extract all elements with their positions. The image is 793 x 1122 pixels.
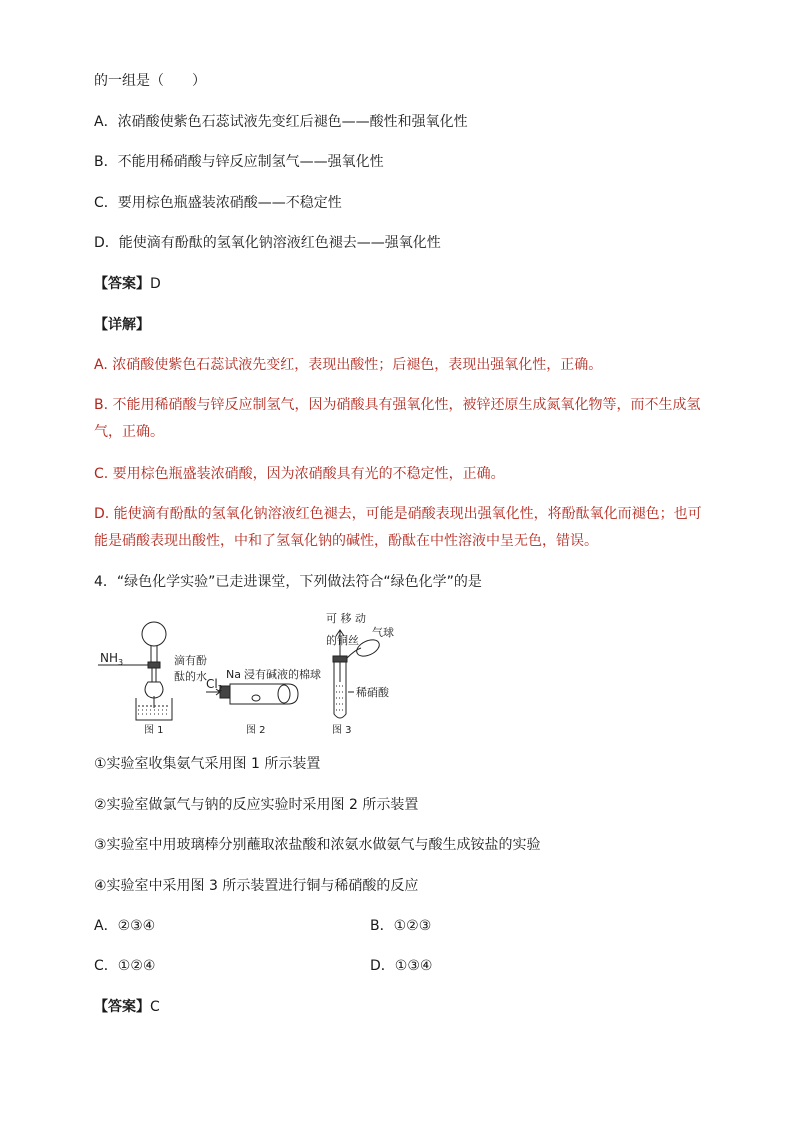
sodium-piece-icon: [252, 695, 260, 701]
q3-option-c: [94, 196, 733, 210]
option-text: ①②③: [393, 918, 432, 934]
option-text: 不能用稀硝酸与锌反应制氢气——强氧化性: [117, 154, 384, 170]
q3-option-d: [94, 236, 733, 250]
fig3-top-line1: 可 移 动: [326, 612, 366, 625]
fig1-label-line1: 滴有酚: [174, 654, 207, 667]
q3-explanation-b: B. 不能用稀硝酸与锌反应制氢气，因为硝酸具有强氧化性，被锌还原生成氮氧化物等，而不生成氢气，正确。: [94, 397, 701, 440]
fig3-caption: 图 3: [332, 725, 352, 736]
fig1-caption: 图 1: [144, 725, 164, 736]
q3-answer: [94, 277, 733, 291]
q4-apparatus-figure: [96, 612, 426, 736]
q3-option-a: [94, 115, 733, 129]
option-key: B．: [94, 154, 118, 170]
option-text: 要用棕色瓶盛装浓硝酸——不稳定性: [117, 195, 342, 211]
option-key: D．: [94, 235, 119, 251]
fig3-balloon-label: 气球: [372, 626, 394, 639]
q3-explanation-c: C. 要用棕色瓶盛装浓硝酸，因为浓硝酸具有光的不稳定性，正确。: [94, 466, 505, 482]
answer-label: 【答案】: [94, 999, 150, 1015]
option-text: ①②④: [117, 958, 156, 974]
fig2-caption: 图 2: [246, 725, 266, 736]
q4-option-b: [370, 919, 431, 933]
option-text: ①③④: [394, 958, 433, 974]
stopper-icon: [333, 656, 347, 662]
q4-stem: 4．“绿色化学实验”已走进课堂，下列做法符合“绿色化学”的是: [94, 574, 482, 590]
fig3-acid-label: 稀硝酸: [356, 686, 389, 699]
option-key: B．: [370, 918, 394, 934]
fig2-cotton-label: 浸有碱液的棉球: [244, 668, 321, 681]
stopper-icon: [148, 662, 160, 668]
q4-option-c: [94, 959, 155, 973]
answer-value: C: [150, 999, 160, 1015]
flask-icon: [142, 622, 166, 646]
bulb-icon: [145, 682, 163, 698]
option-key: C．: [94, 195, 118, 211]
q4-answer: [94, 1000, 733, 1014]
q4-statement-4: ④实验室中采用图 3 所示装置进行铜与稀硝酸的反应: [94, 878, 419, 894]
option-key: A．: [94, 114, 118, 130]
q4-statement-3: ③实验室中用玻璃棒分别蘸取浓盐酸和浓氨水做氨气与酸生成铵盐的实验: [94, 837, 541, 853]
q3-stem-end: 的一组是（ ）: [94, 73, 206, 89]
q4-statement-1: ①实验室收集氨气采用图 1 所示装置: [94, 756, 321, 772]
q3-detail-label: 【详解】: [94, 317, 150, 333]
q3-explanation-a: A. 浓硝酸使紫色石蕊试液先变红，表现出酸性；后褪色，表现出强氧化性，正确。: [94, 357, 603, 373]
option-text: 能使滴有酚酞的氢氧化钠溶液红色褪去——强氧化性: [118, 235, 441, 251]
q3-option-b: [94, 155, 733, 169]
fig1-gas-label: $NH_3$: [100, 651, 124, 667]
q4-option-d: [370, 959, 432, 973]
answer-label: 【答案】: [94, 276, 150, 292]
fig1-label-line2: 酞的水: [174, 670, 207, 683]
option-key: C．: [94, 958, 118, 974]
figure-1: [98, 622, 172, 720]
fig3-top-line2: 的铜丝: [326, 634, 359, 647]
option-key: D．: [370, 958, 395, 974]
option-text: ②③④: [117, 918, 156, 934]
cotton-ball-icon: [278, 685, 290, 703]
fig2-gas-label: $Cl_2$: [206, 677, 223, 693]
option-key: A．: [94, 918, 118, 934]
q3-explanation-d: D. 能使滴有酚酞的氢氧化钠溶液红色褪去，可能是硝酸表现出强氧化性，将酚酞氧化而褪色；也可能是硝酸表现出酸性，中和了氢氧化钠的碱性，酚酞在中性溶液中呈无色，错误。: [94, 506, 702, 549]
answer-value: D: [150, 276, 161, 292]
q4-statement-2: ②实验室做氯气与钠的反应实验时采用图 2 所示装置: [94, 797, 419, 813]
option-text: 浓硝酸使紫色石蕊试液先变红后褪色——酸性和强氧化性: [117, 114, 468, 130]
fig2-na-label: Na: [226, 668, 241, 681]
q4-option-a: [94, 919, 155, 933]
